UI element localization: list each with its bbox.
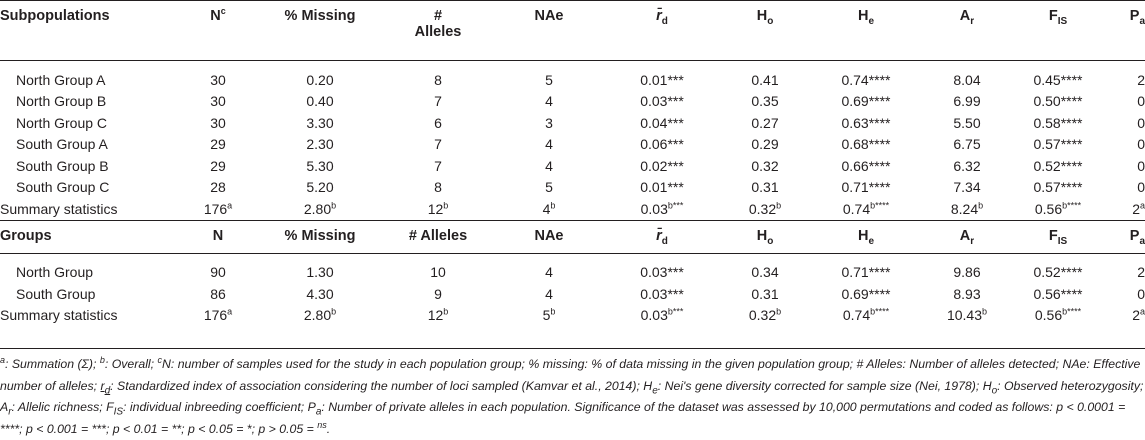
row-label: South Group B bbox=[16, 157, 109, 174]
header-ar: $A_r$ bbox=[959, 8, 975, 27]
cell: 2$^a$ bbox=[1132, 306, 1145, 324]
cell: 0.31 bbox=[751, 285, 779, 302]
cell: 5.30 bbox=[306, 157, 334, 174]
header-groups: Groups bbox=[0, 227, 52, 244]
cell: 0.69**** bbox=[841, 93, 891, 110]
cell: 0.03*** bbox=[640, 93, 684, 110]
cell: 0.02*** bbox=[640, 157, 684, 174]
cell: 0.56**** bbox=[1033, 285, 1083, 302]
cell: $0.74^{b****}$ bbox=[842, 306, 890, 324]
cell: 0.52**** bbox=[1033, 264, 1083, 281]
cell: 0.74**** bbox=[841, 71, 891, 88]
cell: 6.32 bbox=[953, 157, 981, 174]
cell: 0.27 bbox=[751, 114, 779, 131]
cell: 0.04*** bbox=[640, 114, 684, 131]
cell: 29 bbox=[210, 157, 226, 174]
cell: 7 bbox=[434, 157, 442, 174]
summary-row bbox=[0, 305, 1145, 327]
cell: 0.31 bbox=[751, 179, 779, 196]
cell: 6.75 bbox=[953, 136, 981, 153]
header-missing: % Missing bbox=[284, 8, 356, 24]
cell: 0.20 bbox=[306, 71, 334, 88]
cell: 0.40 bbox=[306, 93, 334, 110]
header-alleles: # Alleles bbox=[408, 227, 468, 244]
cell: 2.80$^b$ bbox=[303, 306, 337, 324]
cell: 8.04 bbox=[953, 71, 981, 88]
cell: 1.30 bbox=[306, 264, 334, 281]
cell: 5.50 bbox=[953, 114, 981, 131]
cell: 0.68**** bbox=[841, 136, 891, 153]
cell: 0.71**** bbox=[841, 179, 891, 196]
cell: 0.06*** bbox=[640, 136, 684, 153]
cell: 2$^a$ bbox=[1132, 200, 1145, 217]
cell: 2.30 bbox=[306, 136, 334, 153]
cell: 0 bbox=[1137, 285, 1145, 302]
cell: 86 bbox=[210, 285, 226, 302]
row-label: South Group bbox=[16, 285, 96, 302]
cell: 30 bbox=[210, 71, 226, 88]
header-ho: $H_o$ bbox=[756, 227, 774, 247]
summary-label: Summary statistics bbox=[0, 200, 118, 217]
cell: 3.30 bbox=[306, 114, 334, 131]
table-row bbox=[0, 283, 1145, 305]
cell: $0.03^{b***}$ bbox=[640, 306, 684, 324]
cell: 0.32 bbox=[751, 157, 779, 174]
cell: 0.58**** bbox=[1033, 114, 1083, 131]
cell: 3 bbox=[545, 114, 553, 131]
cell: 0 bbox=[1137, 136, 1145, 153]
cell: 176$^a$ bbox=[203, 306, 233, 324]
cell: 0.63**** bbox=[841, 114, 891, 131]
table-row bbox=[0, 112, 1145, 134]
cell: 9 bbox=[434, 285, 442, 302]
header-n: N bbox=[212, 227, 224, 244]
table-row bbox=[0, 262, 1145, 284]
cell: 0.32$^b$ bbox=[748, 200, 782, 217]
cell: 4 bbox=[545, 157, 553, 174]
row-label: North Group C bbox=[16, 114, 108, 131]
cell: 29 bbox=[210, 136, 226, 153]
cell: 0.32$^b$ bbox=[748, 306, 782, 324]
cell: 2 bbox=[1137, 71, 1145, 88]
cell: 0 bbox=[1137, 179, 1145, 196]
header-pa: $P_a$ bbox=[1129, 8, 1145, 27]
cell: 0.03*** bbox=[640, 264, 684, 281]
header-ar: $A_r$ bbox=[959, 227, 975, 247]
row-label: South Group C bbox=[16, 179, 110, 196]
cell: 4.30 bbox=[306, 285, 334, 302]
cell: 6 bbox=[434, 114, 442, 131]
cell: 7 bbox=[434, 136, 442, 153]
row-label: South Group A bbox=[16, 136, 108, 153]
cell: $0.03^{b***}$ bbox=[640, 200, 684, 217]
cell: 0.52**** bbox=[1033, 157, 1083, 174]
cell: 0.69**** bbox=[841, 285, 891, 302]
cell: 4 bbox=[545, 285, 553, 302]
cell: 0.57**** bbox=[1033, 179, 1083, 196]
cell: 10.43$^b$ bbox=[946, 306, 988, 324]
summary-label: Summary statistics bbox=[0, 307, 118, 324]
cell: 0.29 bbox=[751, 136, 779, 153]
cell: 0 bbox=[1137, 93, 1145, 110]
cell: 0.57**** bbox=[1033, 136, 1083, 153]
subpopulations-header-row bbox=[0, 1, 1145, 53]
cell: 10 bbox=[430, 264, 446, 281]
cell: 4 bbox=[545, 264, 553, 281]
cell: 7.34 bbox=[953, 179, 981, 196]
cell: 6.99 bbox=[953, 93, 981, 110]
cell: 8.93 bbox=[953, 285, 981, 302]
summary-row bbox=[0, 198, 1145, 220]
cell: 2.80$^b$ bbox=[303, 200, 337, 217]
cell: 8 bbox=[434, 179, 442, 196]
table-row bbox=[0, 91, 1145, 113]
row-label: North Group A bbox=[16, 71, 106, 88]
header-nae: NAe bbox=[534, 8, 564, 24]
cell: 0.01*** bbox=[640, 179, 684, 196]
header-subpopulations: Subpopulations bbox=[0, 8, 110, 24]
header-nae: NAe bbox=[534, 227, 564, 244]
table-footnote: $^a$: Summation (Σ); $^b$: Overall; $^c$N: number of samples used for the study in each population group; % missing: % of data missing in the given population group; # Alleles: Number of alleles detected; NAe: Effective number of alleles; $r_d$: Standardized index of association considering the number of loci sampled (Kamvar et al., 2014); $H_e$: Nei's gene diversity corrected for sample size (Nei, 1978); $H_o$: Observed heterozygosity; $A_r$: Allelic richness; $F_{IS}$: individual inbreeding coefficient; $P_a$: Number of private alleles in each population. Significance of the dataset was assessed by 10,000 permutations and coded as follows: p < 0.0001 = ****; p < 0.001 = ***; p < 0.01 = **; p < 0.05 = *; p > 0.05 = $^{ns}$. bbox=[0, 348, 1145, 440]
cell: 0.35 bbox=[751, 93, 779, 110]
cell: 30 bbox=[210, 93, 226, 110]
cell: 0 bbox=[1137, 114, 1145, 131]
cell: 4 bbox=[545, 136, 553, 153]
header-n: $N^c$ bbox=[210, 6, 226, 24]
cell: 5 bbox=[545, 71, 553, 88]
cell: 176$^a$ bbox=[203, 200, 233, 217]
cell: 90 bbox=[210, 264, 226, 281]
cell: $0.56^{b****}$ bbox=[1034, 200, 1082, 217]
cell: 0.71**** bbox=[841, 264, 891, 281]
cell: 0 bbox=[1137, 157, 1145, 174]
cell: 9.86 bbox=[953, 264, 981, 281]
table-row bbox=[0, 155, 1145, 177]
row-label: North Group bbox=[16, 264, 94, 281]
header-rd: $r̄_d$ bbox=[656, 8, 668, 27]
cell: 4 bbox=[545, 93, 553, 110]
cell: 0.50**** bbox=[1033, 93, 1083, 110]
cell: 0.03*** bbox=[640, 285, 684, 302]
header-fis: $F_{IS}$ bbox=[1048, 227, 1068, 247]
cell: 2 bbox=[1137, 264, 1145, 281]
cell: 0.41 bbox=[751, 71, 779, 88]
cell: 5 bbox=[545, 179, 553, 196]
header-pa: $P_a$ bbox=[1129, 227, 1145, 247]
cell: 5.20 bbox=[306, 179, 334, 196]
cell: 7 bbox=[434, 93, 442, 110]
cell: 5$^b$ bbox=[542, 306, 556, 324]
header-rd: $r̄_d$ bbox=[656, 227, 668, 247]
cell: 0.34 bbox=[751, 264, 779, 281]
cell: 0.01*** bbox=[640, 71, 684, 88]
header-alleles: # Alleles bbox=[414, 8, 462, 40]
cell: 12$^b$ bbox=[427, 306, 449, 324]
cell: 28 bbox=[210, 179, 226, 196]
cell: 12$^b$ bbox=[427, 200, 449, 217]
header-he: $H_e$ bbox=[857, 227, 875, 247]
cell: $0.74^{b****}$ bbox=[842, 200, 890, 217]
row-label: North Group B bbox=[16, 93, 107, 110]
cell: 0.45**** bbox=[1033, 71, 1083, 88]
header-missing: % Missing bbox=[284, 227, 356, 244]
cell: $0.56^{b****}$ bbox=[1034, 306, 1082, 324]
cell: 8 bbox=[434, 71, 442, 88]
cell: 0.66**** bbox=[841, 157, 891, 174]
groups-header-row bbox=[0, 220, 1145, 249]
table-row bbox=[0, 69, 1145, 91]
header-he: $H_e$ bbox=[857, 8, 875, 27]
table-row bbox=[0, 134, 1145, 156]
cell: 30 bbox=[210, 114, 226, 131]
header-ho: $H_o$ bbox=[756, 8, 774, 27]
cell: 4$^b$ bbox=[542, 200, 556, 217]
cell: 8.24$^b$ bbox=[950, 200, 984, 217]
table-row bbox=[0, 177, 1145, 199]
header-fis: $F_{IS}$ bbox=[1048, 8, 1068, 27]
